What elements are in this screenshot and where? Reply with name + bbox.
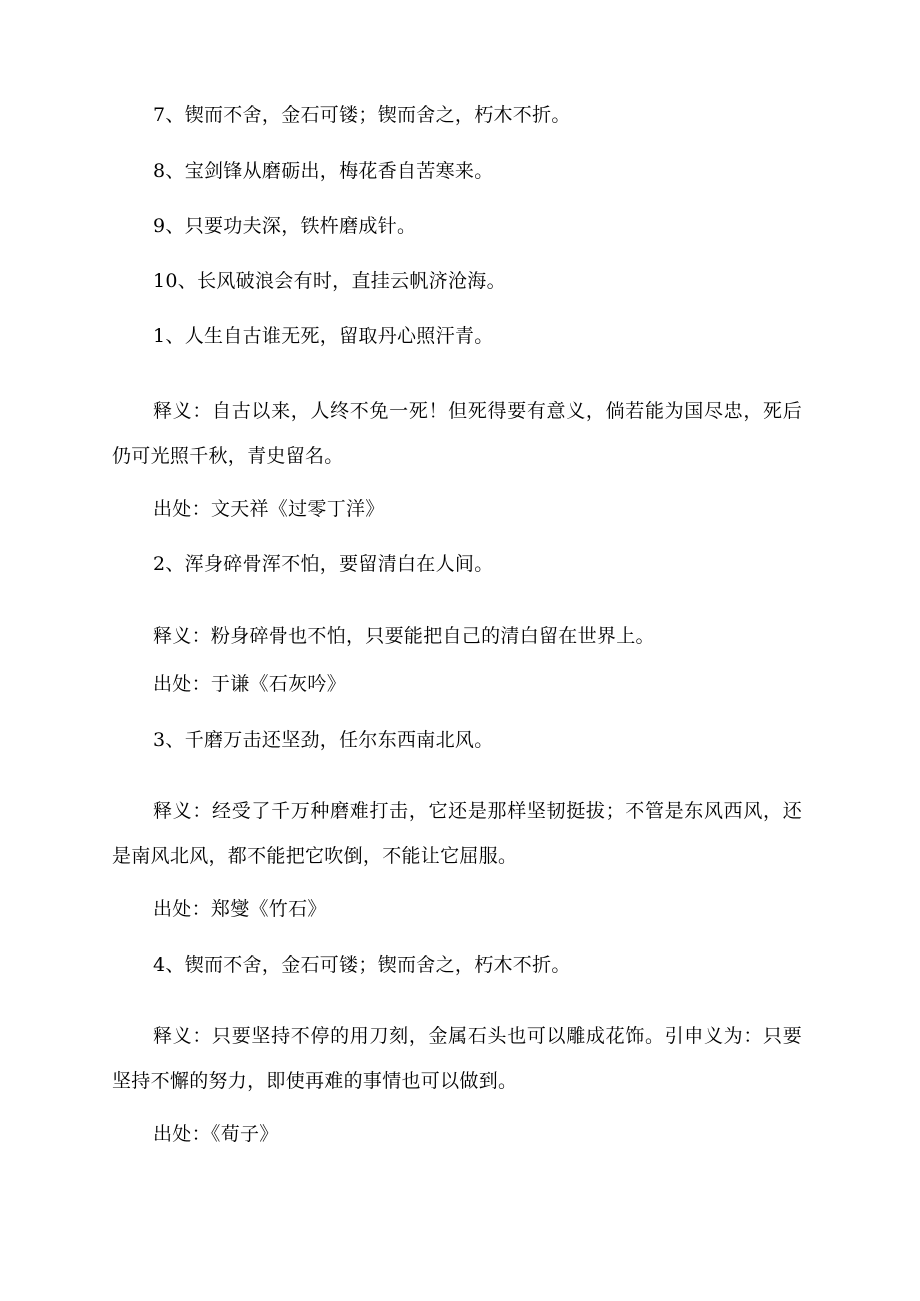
verse-line-2: 2、浑身碎骨浑不怕，要留清白在人间。 bbox=[153, 553, 494, 575]
proverb-line-8: 8、宝剑锋从磨砺出，梅花香自苦寒来。 bbox=[153, 160, 494, 182]
proverb-line-10: 10、长风破浪会有时，直挂云帆济沧海。 bbox=[153, 270, 506, 292]
source-3: 出处：郑燮《竹石》 bbox=[153, 898, 327, 920]
source-1: 出处：文天祥《过零丁洋》 bbox=[153, 498, 385, 520]
source-4: 出处：《荀子》 bbox=[153, 1123, 279, 1145]
explanation-4: 释义：只要坚持不停的用刀刻，金属石头也可以雕成花饰。引申义为：只要坚持不懈的努力，即使再难的事情也可以做到。 bbox=[112, 1025, 802, 1092]
verse-line-3: 3、千磨万击还坚劲，任尔东西南北风。 bbox=[153, 729, 494, 751]
proverb-line-9: 9、只要功夫深，铁杵磨成针。 bbox=[153, 215, 417, 237]
verse-line-4: 4、锲而不舍，金石可镂；锲而舍之，朽木不折。 bbox=[153, 954, 571, 976]
explanation-1: 释义：自古以来，人终不免一死！但死得要有意义，倘若能为国尽忠，死后仍可光照千秋，青史留名。 bbox=[112, 400, 802, 467]
explanation-3: 释义：经受了千万种磨难打击，它还是那样坚韧挺拔；不管是东风西风，还是南风北风，都不能把它吹倒，不能让它屈服。 bbox=[112, 800, 802, 867]
source-2: 出处：于谦《石灰吟》 bbox=[153, 673, 347, 695]
explanation-2: 释义：粉身碎骨也不怕，只要能把自己的清白留在世界上。 bbox=[153, 625, 655, 647]
verse-line-1: 1、人生自古谁无死，留取丹心照汗青。 bbox=[153, 325, 494, 347]
proverb-line-7: 7、锲而不舍，金石可镂；锲而舍之，朽木不折。 bbox=[153, 104, 571, 126]
